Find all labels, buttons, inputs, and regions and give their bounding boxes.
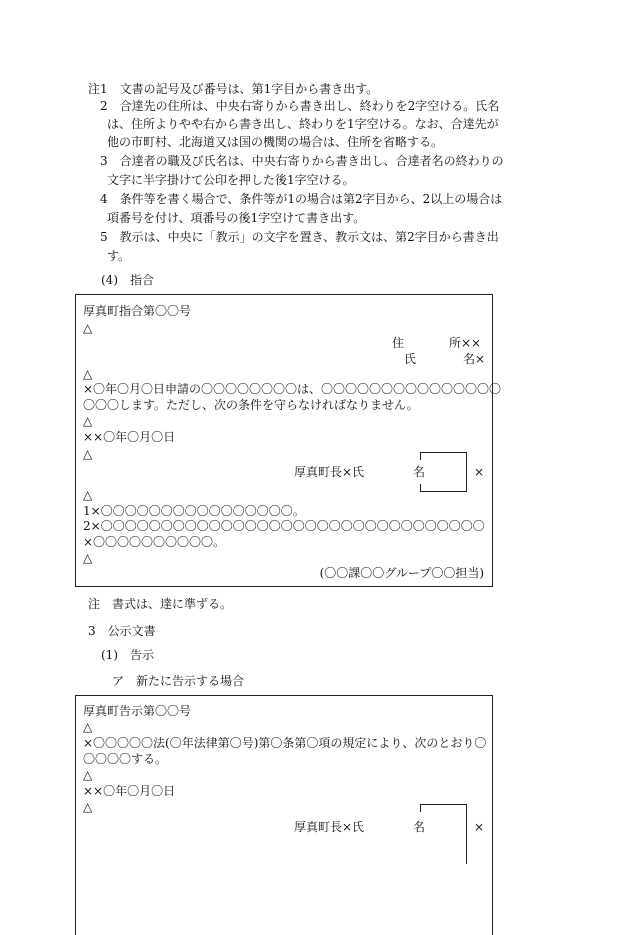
mayor-name-char: 名 bbox=[413, 465, 426, 479]
format-note: 注 書式は、達に準ずる。 bbox=[88, 597, 233, 611]
mayor-title: 厚真町長×氏 bbox=[294, 820, 365, 834]
official-seal-box-edge bbox=[420, 452, 421, 460]
notice-date: ××〇年〇月〇日 bbox=[83, 784, 176, 798]
section-4-heading: (4) 指合 bbox=[101, 273, 154, 287]
notice-body-line2: 〇〇〇〇する。 bbox=[83, 752, 168, 766]
condition-2-line1: 2×〇〇〇〇〇〇〇〇〇〇〇〇〇〇〇〇〇〇〇〇〇〇〇〇〇〇〇〇〇〇〇〇 bbox=[83, 519, 485, 533]
note-4-cont: 項番号を付け、項番号の後1字空けて書き出す。 bbox=[107, 211, 366, 225]
note-2-cont1: は、住所よりやや右から書き出し、終わりを1字空ける。なお、合達先が bbox=[107, 117, 499, 131]
note-5: 5 教示は、中央に「教示」の文字を置き、教示文は、第2字目から書き出 bbox=[100, 230, 499, 244]
address-label-b: 所×× bbox=[449, 336, 482, 350]
notice-doc-number: 厚真町告示第〇〇号 bbox=[83, 704, 192, 718]
official-seal-box-edge bbox=[420, 484, 421, 492]
blank-marker: △ bbox=[83, 800, 93, 814]
directive-body-line1: ×〇年〇月〇日申請の〇〇〇〇〇〇〇〇は、〇〇〇〇〇〇〇〇〇〇〇〇〇〇〇 bbox=[83, 382, 502, 396]
official-seal-box bbox=[420, 804, 467, 864]
condition-2-line2: ×〇〇〇〇〇〇〇〇〇〇。 bbox=[83, 535, 226, 549]
mayor-name-char: 名 bbox=[413, 820, 426, 834]
condition-1: 1×〇〇〇〇〇〇〇〇〇〇〇〇〇〇〇〇。 bbox=[83, 504, 305, 518]
blank-marker: △ bbox=[83, 720, 93, 734]
directive-date: ××〇年〇月〇日 bbox=[83, 430, 176, 444]
subsection-a-heading: ア 新たに告示する場合 bbox=[112, 674, 245, 688]
directive-body-line2: 〇〇〇します。ただし、次の条件を守らなければなりません。 bbox=[83, 398, 419, 412]
blank-marker: △ bbox=[83, 488, 93, 502]
blank-marker: △ bbox=[83, 447, 93, 461]
trailing-space-marker: × bbox=[474, 820, 485, 834]
blank-marker: △ bbox=[83, 768, 93, 782]
mayor-title: 厚真町長×氏 bbox=[294, 465, 365, 479]
note-4: 4 条件等を書く場合で、条件等が1の場合は第2字目から、2以上の場合は bbox=[100, 192, 503, 206]
subsection-1-heading: (1) 告示 bbox=[101, 648, 154, 662]
note-1: 注1 文書の記号及び番号は、第1字目から書き出す。 bbox=[88, 82, 379, 96]
official-seal-box bbox=[420, 452, 467, 492]
address-label-a: 住 bbox=[392, 336, 405, 350]
note-3: 3 合達者の職及び氏名は、中央右寄りから書き出し、合達者名の終わりの bbox=[100, 154, 504, 168]
note-2: 2 合達先の住所は、中央右寄りから書き出し、終わりを2字空ける。氏名 bbox=[100, 99, 500, 113]
blank-marker: △ bbox=[83, 367, 93, 381]
note-2-cont2: 他の市町村、北海道又は国の機関の場合は、住所を省略する。 bbox=[107, 135, 444, 149]
trailing-space-marker: × bbox=[474, 465, 485, 479]
name-label-b: 名× bbox=[463, 352, 486, 366]
blank-marker: △ bbox=[83, 414, 93, 428]
official-seal-box-edge bbox=[420, 804, 421, 812]
blank-marker: △ bbox=[83, 321, 93, 335]
note-5-cont: す。 bbox=[107, 249, 131, 263]
section-3-heading: 3 公示文書 bbox=[88, 624, 156, 638]
directive-doc-number: 厚真町指合第〇〇号 bbox=[83, 304, 192, 318]
contact-department: (〇〇課〇〇グループ〇〇担当) bbox=[319, 566, 484, 580]
blank-marker: △ bbox=[83, 551, 93, 565]
name-label-a: 氏 bbox=[404, 352, 417, 366]
notice-body-line1: ×〇〇〇〇〇法(〇年法律第〇号)第〇条第〇項の規定により、次のとおり〇 bbox=[83, 736, 487, 750]
note-3-cont: 文字に半字掛けて公印を押した後1字空ける。 bbox=[107, 173, 355, 187]
